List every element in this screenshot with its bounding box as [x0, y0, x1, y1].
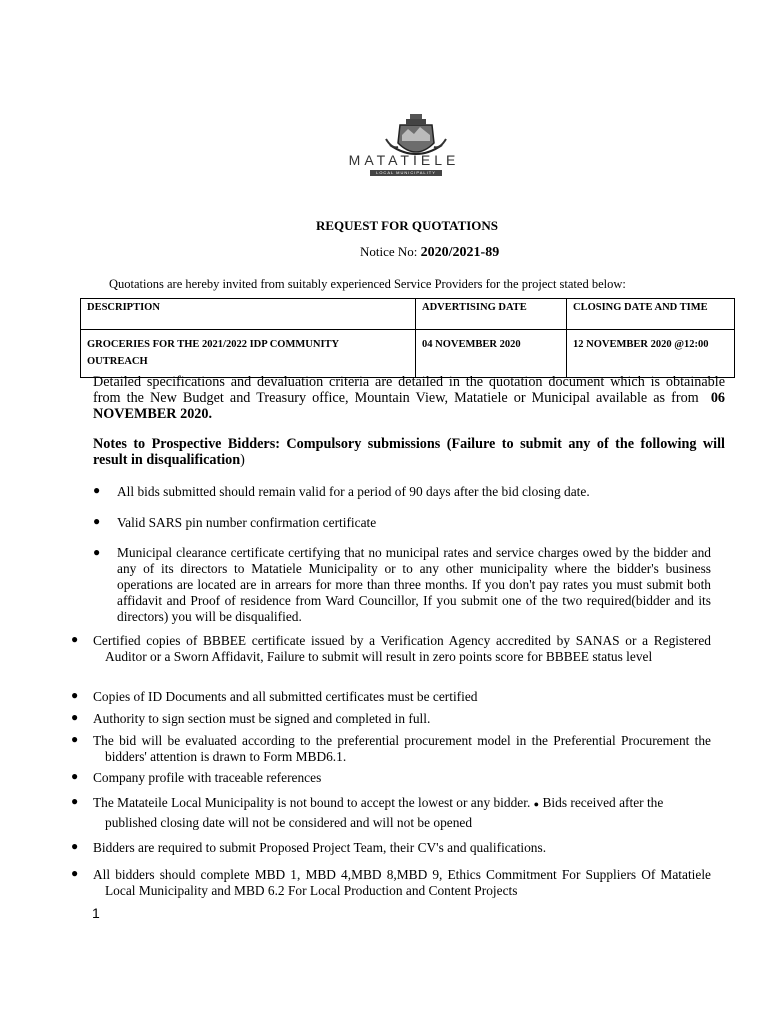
notes-heading-text: Notes to Prospective Bidders: Compulsory submissions (Failure to submit any of the following will result in disqualification [93, 436, 725, 468]
list-item: Municipal clearance certificate certifying that no municipal rates and service charges owed by the bidder and any of its directors to Matatiele Municipality or to any other municipality where the bidder's business operations are located are in arrears for more than three months. If you don't pay rates you must submit both affidavit and Proof of residence from Ward Councillor, If you submit one of the two required(bidder and its directors) you will be disqualified. [117, 545, 711, 624]
list-item: Valid SARS pin number confirmation certificate [117, 515, 377, 530]
list-item-text: Certified copies of BBBEE certificate issued by a Verification Agency accredited by SANAS or a Registered Auditor or a Sworn Affidavit, Failure to submit will result in zero points score for BBBEE status level [93, 633, 711, 664]
list-item [93, 733, 711, 765]
list-item [93, 633, 711, 665]
bullet-icon: ● [93, 514, 101, 528]
table-cell-description [81, 330, 416, 378]
list-item: Bidders are required to submit Proposed Project Team, their CV's and qualifications. [93, 840, 547, 855]
page-number: 1 [92, 905, 100, 921]
logo-subtitle: LOCAL MUNICIPALITY [370, 170, 442, 176]
bullet-icon: ● [93, 483, 101, 497]
notes-heading-close: ) [240, 452, 245, 468]
list-item-text: The Matateile Local Municipality is not bound to accept the lowest or any bidder. [93, 795, 531, 810]
notice-number [360, 244, 499, 261]
specifications-text: Detailed specifications and devaluation criteria are detailed in the quotation document which is obtainable from the New Budget and Treasury office, Mountain View, Matatiele or Municipal available as from [93, 374, 725, 406]
bullet-icon: ● [71, 710, 79, 724]
bullet-icon: ● [71, 732, 79, 746]
list-item: Authority to sign section must be signed and completed in full. [93, 711, 431, 726]
table-header-row [81, 299, 735, 330]
description-line: OUTREACH [87, 356, 148, 367]
table-cell-advertising-date: 04 NOVEMBER 2020 [416, 330, 567, 378]
notes-heading [93, 436, 725, 468]
table-header-cell: ADVERTISING DATE [416, 299, 567, 330]
list-item-continuation: published closing date will not be considered and will not be opened [105, 815, 473, 830]
table-cell-closing: 12 NOVEMBER 2020 @12:00 [567, 330, 735, 378]
bullet-icon: ● [71, 839, 79, 853]
list-item-text: The bid will be evaluated according to the preferential procurement model in the Preferential Procurement the bidders' attention is drawn to Form MBD6.1. [93, 733, 711, 764]
bullet-icon: ● [71, 688, 79, 702]
notice-label: Notice No: [360, 244, 418, 259]
list-item [93, 795, 733, 812]
list-item: Company profile with traceable references [93, 770, 322, 785]
bullet-icon: ● [71, 794, 79, 808]
bullet-icon: ● [71, 866, 79, 880]
availability-date: 06 NOVEMBER 2020. [93, 390, 726, 422]
list-item [93, 867, 711, 899]
list-item: Copies of ID Documents and all submitted certificates must be certified [93, 689, 478, 704]
logo-wordmark: MATATIELE [348, 152, 460, 168]
quotation-table [80, 298, 735, 378]
notice-value: 2020/2021-89 [420, 245, 500, 260]
description-line: GROCERIES FOR THE 2021/2022 IDP COMMUNITY [87, 339, 340, 350]
table-row [81, 330, 735, 378]
list-item: All bids submitted should remain valid for a period of 90 days after the bid closing date. [117, 484, 590, 499]
list-item-text: All bidders should complete MBD 1, MBD 4,MBD 8,MBD 9, Ethics Commitment For Suppliers Of Matatiele Local Municipality and MBD 6.2 For Local Production and Content Projects [93, 867, 711, 898]
bullet-icon: ● [71, 632, 79, 646]
table-header-cell: DESCRIPTION [81, 299, 416, 330]
bullet-icon: ● [71, 769, 79, 783]
list-item-text: Bids received after the [542, 795, 664, 810]
bullet-icon: ● [93, 545, 101, 559]
table-header-cell: CLOSING DATE AND TIME [567, 299, 735, 330]
intro-text: Quotations are hereby invited from suitably experienced Service Providers for the project stated below: [109, 277, 626, 291]
inline-bullet-icon: ● [533, 799, 540, 809]
specifications-paragraph [93, 374, 725, 422]
document-title: REQUEST FOR QUOTATIONS [316, 218, 499, 233]
